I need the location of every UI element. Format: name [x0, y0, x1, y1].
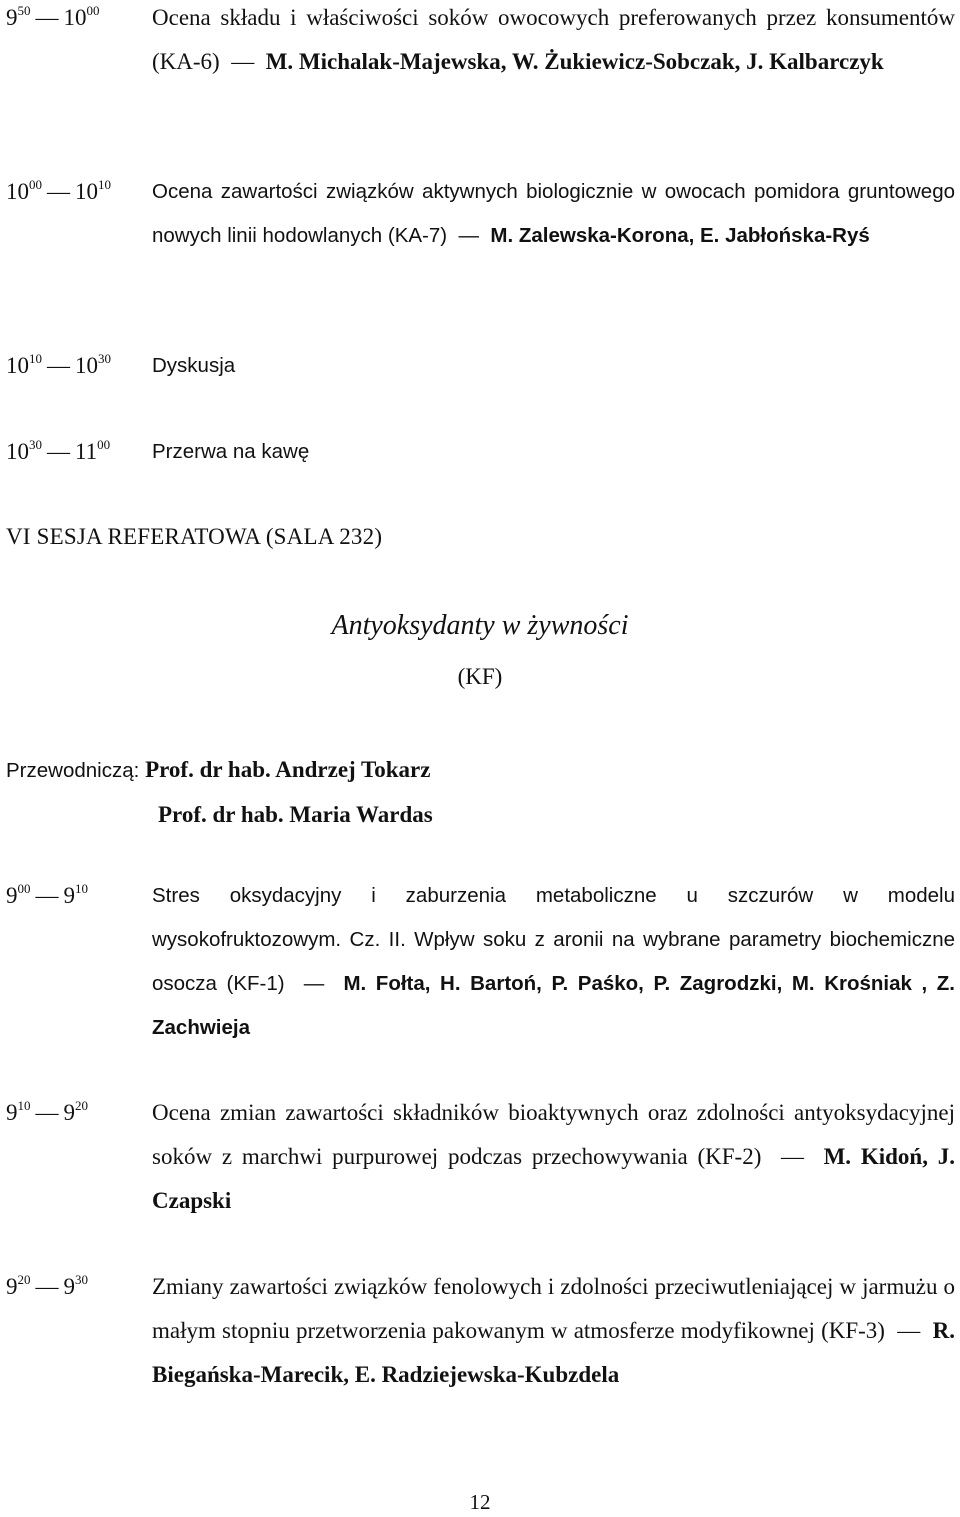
time-end-minutes: 00	[97, 437, 111, 452]
page-number: 12	[469, 1490, 491, 1514]
entry-content: Ocena składu i właściwości soków owocowych preferowanych przez konsumentów (KA-6) — M. Michalak-Majewska, W. Żukiewicz-Sobczak, J. Kalbarczyk	[152, 5, 955, 74]
session-chairs	[6, 748, 433, 837]
time-start-minutes: 20	[17, 1272, 31, 1287]
time-start-minutes: 10	[29, 351, 42, 366]
entry-authors: M. Fołta, H. Bartoń, P. Paśko, P. Zagrodzki, M. Krośniak , Z. Zachwieja	[152, 972, 955, 1039]
entry-title: Dyskusja	[152, 354, 236, 377]
time-start-minutes: 00	[29, 177, 42, 192]
time-end-minutes: 00	[86, 3, 100, 18]
entry-content	[152, 344, 955, 388]
chairs-label: Przewodniczą:	[6, 759, 140, 782]
entry-title: Stres oksydacyjny i zaburzenia metaboliczne u szczurów w modelu wysokofruktozowym. Cz. II. Wpływ soku z aronii na wybrane parametry biochemiczne osocza (KF-1)	[152, 884, 955, 995]
time-start-minutes: 30	[29, 437, 42, 452]
entry-authors: M. Kidoń, J. Czapski	[152, 1144, 956, 1213]
time-end-hour: 10	[63, 5, 87, 30]
time-slot	[6, 1091, 88, 1138]
time-dash: —	[35, 5, 59, 30]
time-end-hour: 9	[63, 883, 75, 908]
time-start-hour: 10	[6, 179, 29, 204]
time-end-hour: 11	[75, 439, 98, 464]
time-start-hour: 10	[6, 353, 29, 378]
time-start-hour: 9	[6, 5, 18, 30]
time-slot	[6, 874, 88, 921]
entry-content: Zmiany zawartości związków fenolowych i zdolności przeciwutleniającej w jarmużu o małym stopniu przetworzenia pakowanym w atmosferze modyfikownej (KF-3) — R. Biegańska-Marecik, E. Radziejewska-Kubzdela	[152, 1274, 955, 1387]
chair-name: Prof. dr hab. Andrzej Tokarz	[145, 757, 431, 782]
time-slot	[6, 170, 111, 217]
time-end-hour: 9	[63, 1274, 75, 1299]
entry-content	[152, 430, 955, 474]
time-slot	[6, 0, 100, 43]
time-start-minutes: 10	[17, 1098, 31, 1113]
time-dash: —	[47, 439, 70, 464]
entry-authors: M. Michalak-Majewska, W. Żukiewicz-Sobczak, J. Kalbarczyk	[265, 49, 884, 74]
time-end-minutes: 20	[75, 1098, 88, 1113]
session-code: (KF)	[457, 664, 503, 689]
time-end-hour: 10	[75, 353, 98, 378]
time-start-hour: 9	[6, 1274, 18, 1299]
time-end-hour: 9	[63, 1100, 75, 1125]
time-dash: —	[47, 353, 70, 378]
time-end-minutes: 10	[98, 177, 111, 192]
session-subject: Antyoksydanty w żywności	[331, 610, 629, 641]
time-end-minutes: 30	[75, 1272, 88, 1287]
time-slot	[6, 430, 110, 477]
entry-title: Ocena zawartości związków aktywnych biologicznie w owocach pomidora gruntowego nowych linii hodowlanych (KA-7)	[152, 180, 955, 247]
time-start-minutes: 50	[17, 3, 31, 18]
time-start-hour: 10	[6, 439, 29, 464]
entry-authors: R. Biegańska-Marecik, E. Radziejewska-Kubzdela	[152, 1318, 955, 1387]
time-end-hour: 10	[75, 179, 98, 204]
time-dash: —	[47, 179, 70, 204]
time-dash: —	[35, 883, 59, 908]
time-dash: —	[35, 1274, 59, 1299]
time-start-hour: 9	[6, 883, 18, 908]
time-end-minutes: 10	[75, 881, 88, 896]
time-start-minutes: 00	[17, 881, 31, 896]
entry-title: Zmiany zawartości związków fenolowych i zdolności przeciwutleniającej w jarmużu o małym stopniu przetworzenia pakowanym w atmosferze modyfikownej (KF-3)	[152, 1274, 955, 1343]
time-end-minutes: 30	[98, 351, 111, 366]
entry-content: Ocena zmian zawartości składników bioaktywnych oraz zdolności antyoksydacyjnej soków z marchwi purpurowej podczas przechowywania (KF-2) — M. Kidoń, J. Czapski	[152, 1100, 956, 1213]
session-heading: VI SESJA REFERATOWA (SALA 232)	[6, 524, 383, 549]
time-slot	[6, 1265, 88, 1312]
entry-content: Ocena zawartości związków aktywnych biologicznie w owocach pomidora gruntowego nowych linii hodowlanych (KA-7) — M. Zalewska-Korona, E. Jabłońska-Ryś	[152, 180, 955, 247]
entry-title: Ocena zmian zawartości składników bioaktywnych oraz zdolności antyoksydacyjnej soków z marchwi purpurowej podczas przechowywania (KF-2)	[152, 1100, 955, 1169]
entry-content: Stres oksydacyjny i zaburzenia metaboliczne u szczurów w modelu wysokofruktozowym. Cz. II. Wpływ soku z aronii na wybrane parametry biochemiczne osocza (KF-1) — M. Fołta, H. Bartoń, P. Paśko, P. Zagrodzki, M. Krośniak , Z. Zachwieja	[152, 884, 955, 1039]
entry-title: Przerwa na kawę	[152, 440, 310, 463]
entry-title: Ocena składu i właściwości soków owocowych preferowanych przez konsumentów (KA-6)	[152, 5, 955, 74]
time-dash: —	[35, 1100, 59, 1125]
chair-name: Prof. dr hab. Maria Wardas	[158, 802, 433, 827]
entry-authors: M. Zalewska-Korona, E. Jabłońska-Ryś	[490, 224, 870, 247]
time-start-hour: 9	[6, 1100, 18, 1125]
time-slot	[6, 344, 111, 391]
